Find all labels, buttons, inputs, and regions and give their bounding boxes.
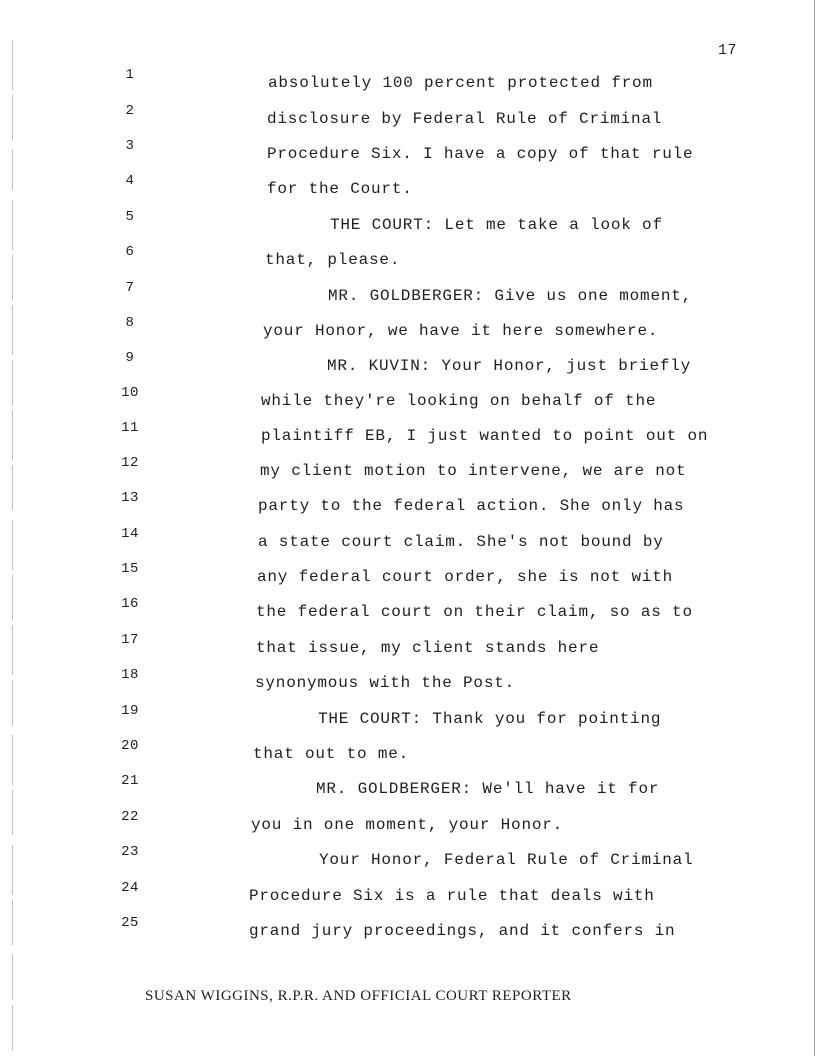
line-text: for the Court.: [267, 180, 413, 198]
line-number: 10: [121, 385, 139, 401]
line-number: 11: [121, 420, 139, 436]
transcript-line: [0, 490, 817, 520]
line-text: while they're looking on behalf of the: [261, 392, 657, 410]
line-number: 17: [121, 632, 139, 648]
line-text: that out to me.: [253, 745, 410, 763]
line-text: the federal court on their claim, so as to: [256, 603, 693, 621]
line-number: 13: [121, 490, 139, 506]
transcript-line: [0, 315, 817, 345]
line-text: that, please.: [265, 251, 401, 269]
transcript-line: [0, 561, 817, 591]
transcript-line: [0, 350, 817, 380]
line-text: that issue, my client stands here: [256, 639, 600, 657]
transcript-line: [0, 67, 817, 97]
transcript-line: [0, 385, 817, 415]
transcript-line: [0, 738, 817, 768]
line-text: my client motion to intervene, we are not: [260, 462, 687, 480]
transcript-line: [0, 809, 817, 839]
transcript-line: [0, 209, 817, 239]
line-number: 7: [125, 280, 135, 296]
line-text: MR. KUVIN: Your Honor, just briefly: [327, 357, 692, 375]
line-text: Procedure Six. I have a copy of that rule: [267, 145, 694, 163]
line-number: 5: [125, 209, 135, 225]
transcript-line: [0, 138, 817, 168]
line-text: THE COURT: Thank you for pointing: [318, 710, 662, 728]
line-text: plaintiff EB, I just wanted to point out on: [261, 427, 709, 445]
line-number: 22: [121, 809, 139, 825]
line-number: 20: [121, 738, 139, 754]
page-number: 17: [717, 42, 737, 59]
transcript-line: [0, 455, 817, 485]
court-reporter-footer: SUSAN WIGGINS, R.P.R. AND OFFICIAL COURT REPORTER: [145, 988, 572, 1004]
line-text: you in one moment, your Honor.: [251, 816, 564, 834]
line-number: 12: [121, 455, 139, 471]
line-number: 19: [121, 703, 139, 719]
line-text: THE COURT: Let me take a look of: [330, 216, 663, 234]
line-number: 4: [125, 173, 135, 189]
line-number: 6: [125, 244, 135, 260]
line-number: 21: [121, 773, 139, 789]
transcript-line: [0, 844, 817, 874]
line-number: 14: [121, 526, 139, 542]
line-number: 9: [125, 350, 135, 366]
line-text: your Honor, we have it here somewhere.: [263, 322, 659, 340]
line-text: MR. GOLDBERGER: Give us one moment,: [328, 287, 693, 305]
line-number: 1: [125, 67, 135, 83]
line-number: 3: [125, 138, 135, 154]
line-number: 16: [121, 596, 139, 612]
line-number: 23: [121, 844, 139, 860]
transcript-line: [0, 173, 817, 203]
line-text: any federal court order, she is not with: [257, 568, 674, 586]
transcript-line: [0, 773, 817, 803]
transcript-line: [0, 244, 817, 274]
transcript-line: [0, 632, 817, 662]
transcript-line: [0, 420, 817, 450]
line-text: MR. GOLDBERGER: We'll have it for: [316, 780, 660, 798]
transcript-line: [0, 915, 817, 945]
transcript-line: [0, 103, 817, 133]
transcript-line: [0, 526, 817, 556]
transcript-line: [0, 280, 817, 310]
line-number: 18: [121, 667, 139, 683]
line-number: 25: [121, 915, 139, 931]
transcript-line: [0, 667, 817, 697]
line-number: 2: [125, 103, 135, 119]
transcript-line: [0, 880, 817, 910]
line-text: synonymous with the Post.: [255, 674, 516, 692]
line-text: a state court claim. She's not bound by: [258, 533, 664, 551]
line-number: 15: [121, 561, 139, 577]
line-text: Procedure Six is a rule that deals with: [249, 887, 655, 905]
transcript-line: [0, 596, 817, 626]
line-number: 24: [121, 880, 139, 896]
line-text: absolutely 100 percent protected from: [268, 74, 653, 92]
line-text: Your Honor, Federal Rule of Criminal: [319, 851, 694, 869]
line-number: 8: [125, 315, 135, 331]
line-text: grand jury proceedings, and it confers in: [249, 922, 676, 940]
line-text: disclosure by Federal Rule of Criminal: [267, 110, 663, 128]
line-text: party to the federal action. She only has: [258, 497, 685, 515]
transcript-line: [0, 703, 817, 733]
